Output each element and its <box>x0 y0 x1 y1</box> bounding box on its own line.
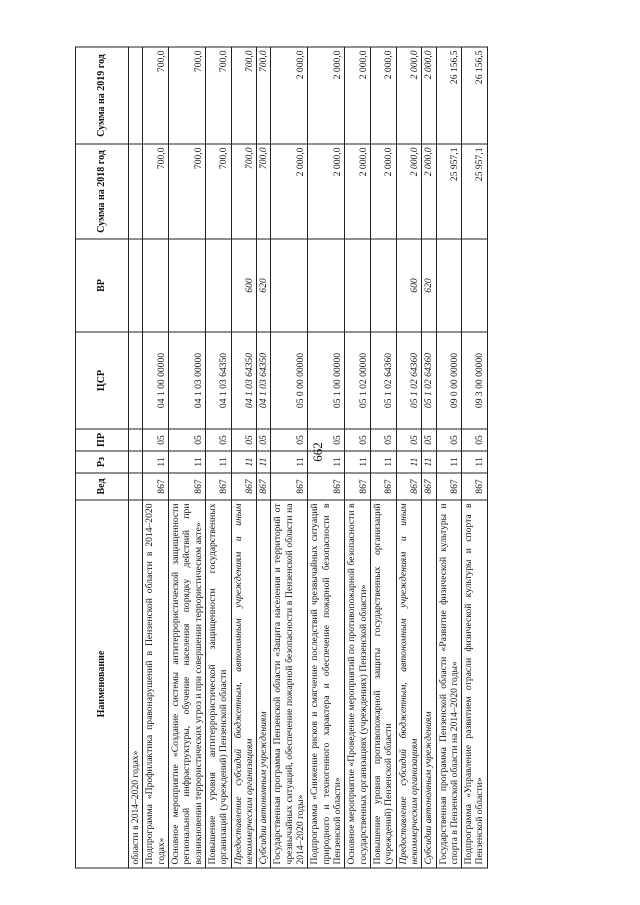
cell-rz: 11 <box>231 451 257 473</box>
cell-csr: 04 1 03 64350 <box>205 332 231 429</box>
rotated-page <box>75 48 575 869</box>
cell-name: Основное мероприятие «Создание системы антитеррористической защищенности региональной инфраструктуры, обучение населения порядку действий при возникновении террористических угроз и при совершении террористическом акте» <box>168 500 205 868</box>
cell-sum-2018: 2 000,0 <box>271 144 308 239</box>
cell-ved: 867 <box>231 473 257 500</box>
cell-name: Повышение уровня антитеррористической защищенности государственных организаций (учреждений) Пензенской области <box>205 500 231 868</box>
table-row <box>205 47 231 868</box>
cell-sum-2018: 700,0 <box>168 144 205 239</box>
table-row <box>129 47 143 868</box>
table-row <box>436 47 462 868</box>
table-row <box>345 47 371 868</box>
cell-pr: 05 <box>436 429 462 451</box>
cell-sum-2018: 700,0 <box>231 144 257 239</box>
cell-sum-2019: 700,0 <box>231 47 257 144</box>
cell-csr: 05 1 00 00000 <box>308 332 345 429</box>
cell-pr: 05 <box>257 429 271 451</box>
cell-sum-2018: 700,0 <box>205 144 231 239</box>
table-row <box>462 47 488 868</box>
cell-vr <box>436 239 462 332</box>
cell-sum-2019: 2 000,0 <box>308 47 345 144</box>
table-row <box>396 47 422 868</box>
cell-vr <box>308 239 345 332</box>
cell-pr: 05 <box>143 429 169 451</box>
cell-sum-2018: 25 957,1 <box>436 144 462 239</box>
cell-ved: 867 <box>462 473 488 500</box>
cell-vr: 600 <box>231 239 257 332</box>
cell-csr: 05 1 02 64360 <box>370 332 396 429</box>
table-row <box>143 47 169 868</box>
table-body <box>129 47 488 868</box>
cell-rz: 11 <box>462 451 488 473</box>
cell-rz: 11 <box>168 451 205 473</box>
cell-ved: 867 <box>143 473 169 500</box>
cell-name: Предоставление субсидий бюджетным, автономным учреждениям и иным некоммерческим организациям <box>231 500 257 868</box>
cell-name: Подпрограмма «Профилактика правонарушений в Пензенской области в 2014–2020 годах» <box>143 500 169 868</box>
cell-sum-2019: 700,0 <box>143 47 169 144</box>
cell-sum-2019: 26 156,5 <box>436 47 462 144</box>
cell-pr: 05 <box>308 429 345 451</box>
cell-ved: 867 <box>257 473 271 500</box>
cell-csr <box>129 332 143 429</box>
cell-csr: 04 1 03 64350 <box>231 332 257 429</box>
cell-ved: 867 <box>422 473 436 500</box>
cell-vr <box>462 239 488 332</box>
cell-name: Предоставление субсидий бюджетным, автономным учреждениям и иным некоммерческим организациям <box>396 500 422 868</box>
cell-name: Основное мероприятие «Проведение мероприятий по противопожарной безопасности в государственных организациях (учреждениях) Пензенской области» <box>345 500 371 868</box>
header-csr: ЦСР <box>76 332 129 429</box>
cell-csr: 09 0 00 00000 <box>436 332 462 429</box>
cell-pr: 05 <box>422 429 436 451</box>
table-row <box>308 47 345 868</box>
cell-sum-2019: 2 000,0 <box>370 47 396 144</box>
cell-vr: 620 <box>257 239 271 332</box>
cell-ved: 867 <box>370 473 396 500</box>
cell-csr: 05 1 02 64360 <box>396 332 422 429</box>
cell-sum-2018 <box>129 144 143 239</box>
cell-vr <box>143 239 169 332</box>
table-row <box>168 47 205 868</box>
cell-sum-2019: 700,0 <box>205 47 231 144</box>
cell-pr: 05 <box>462 429 488 451</box>
cell-pr: 05 <box>168 429 205 451</box>
cell-rz: 11 <box>396 451 422 473</box>
cell-sum-2019: 2 000,0 <box>345 47 371 144</box>
cell-vr <box>129 239 143 332</box>
cell-sum-2019: 2 000,0 <box>422 47 436 144</box>
cell-sum-2019: 2 000,0 <box>396 47 422 144</box>
table-row <box>370 47 396 868</box>
cell-vr: 620 <box>422 239 436 332</box>
cell-rz: 11 <box>143 451 169 473</box>
cell-csr: 09 3 00 00000 <box>462 332 488 429</box>
cell-sum-2018: 2 000,0 <box>345 144 371 239</box>
cell-rz: 11 <box>308 451 345 473</box>
cell-sum-2018: 700,0 <box>143 144 169 239</box>
cell-name: Подпрограмма «Управление развитием отрасли физической культуры и спорта в Пензенской области» <box>462 500 488 868</box>
cell-sum-2018: 2 000,0 <box>396 144 422 239</box>
cell-sum-2019: 700,0 <box>257 47 271 144</box>
cell-sum-2018: 2 000,0 <box>370 144 396 239</box>
header-name: Наименование <box>76 500 129 868</box>
cell-rz: 11 <box>271 451 308 473</box>
cell-ved: 867 <box>396 473 422 500</box>
cell-name: Государственная программа Пензенской области «Развитие физической культуры и спорта в Пензенской области на 2014–2020 годы» <box>436 500 462 868</box>
cell-vr <box>370 239 396 332</box>
cell-rz: 11 <box>205 451 231 473</box>
cell-pr: 05 <box>370 429 396 451</box>
cell-sum-2019 <box>129 47 143 144</box>
cell-ved: 867 <box>168 473 205 500</box>
cell-name: Государственная программа Пензенской области «Защита населения и территорий от чрезвычайных ситуаций, обеспечение пожарной безопасности в Пензенской области на 2014–2020 годы» <box>271 500 308 868</box>
cell-vr <box>271 239 308 332</box>
cell-csr: 05 1 02 64360 <box>422 332 436 429</box>
header-sum-2018: Сумма на 2018 год <box>76 144 129 239</box>
cell-name: Субсидии автономным учреждениям <box>257 500 271 868</box>
cell-rz <box>129 451 143 473</box>
cell-rz: 11 <box>422 451 436 473</box>
header-pr: ПР <box>76 429 129 451</box>
cell-rz: 11 <box>370 451 396 473</box>
cell-sum-2019: 26 156,5 <box>462 47 488 144</box>
cell-name: Субсидии автономным учреждениям <box>422 500 436 868</box>
cell-pr: 05 <box>205 429 231 451</box>
cell-sum-2018: 2 000,0 <box>308 144 345 239</box>
table-row <box>422 47 436 868</box>
cell-csr: 05 0 00 00000 <box>271 332 308 429</box>
cell-vr <box>205 239 231 332</box>
cell-ved <box>129 473 143 500</box>
budget-table <box>75 47 488 869</box>
cell-sum-2018: 2 000,0 <box>422 144 436 239</box>
header-ved: Вед <box>76 473 129 500</box>
table-row <box>271 47 308 868</box>
header-vr: ВР <box>76 239 129 332</box>
cell-csr: 04 1 03 00000 <box>168 332 205 429</box>
header-sum-2019: Сумма на 2019 год <box>76 47 129 144</box>
cell-sum-2019: 2 000,0 <box>271 47 308 144</box>
cell-rz: 11 <box>345 451 371 473</box>
table-row <box>257 47 271 868</box>
cell-ved: 867 <box>271 473 308 500</box>
page-number: 662 <box>310 442 325 462</box>
cell-csr: 04 1 00 00000 <box>143 332 169 429</box>
cell-pr: 05 <box>345 429 371 451</box>
cell-ved: 867 <box>345 473 371 500</box>
cell-pr: 05 <box>271 429 308 451</box>
cell-ved: 867 <box>308 473 345 500</box>
cell-name: Подпрограмма «Снижение рисков и смягчение последствий чрезвычайных ситуаций природного и техногенного характера и обеспечение пожарной безопасности в Пензенской области» <box>308 500 345 868</box>
cell-name: Повышение уровня противопожарной защиты государственных организаций (учреждений) Пензенской области <box>370 500 396 868</box>
cell-vr: 600 <box>396 239 422 332</box>
cell-rz: 11 <box>257 451 271 473</box>
cell-csr: 04 1 03 64350 <box>257 332 271 429</box>
cell-ved: 867 <box>436 473 462 500</box>
cell-pr <box>129 429 143 451</box>
cell-ved: 867 <box>205 473 231 500</box>
header-rz: Рз <box>76 451 129 473</box>
table-header-row <box>76 47 129 868</box>
cell-sum-2019: 700,0 <box>168 47 205 144</box>
cell-pr: 05 <box>396 429 422 451</box>
cell-name: области в 2014–2020 годах» <box>129 500 143 868</box>
cell-vr <box>168 239 205 332</box>
cell-pr: 05 <box>231 429 257 451</box>
cell-sum-2018: 700,0 <box>257 144 271 239</box>
table-row <box>231 47 257 868</box>
cell-csr: 05 1 02 00000 <box>345 332 371 429</box>
cell-rz: 11 <box>436 451 462 473</box>
cell-sum-2018: 25 957,1 <box>462 144 488 239</box>
cell-vr <box>345 239 371 332</box>
